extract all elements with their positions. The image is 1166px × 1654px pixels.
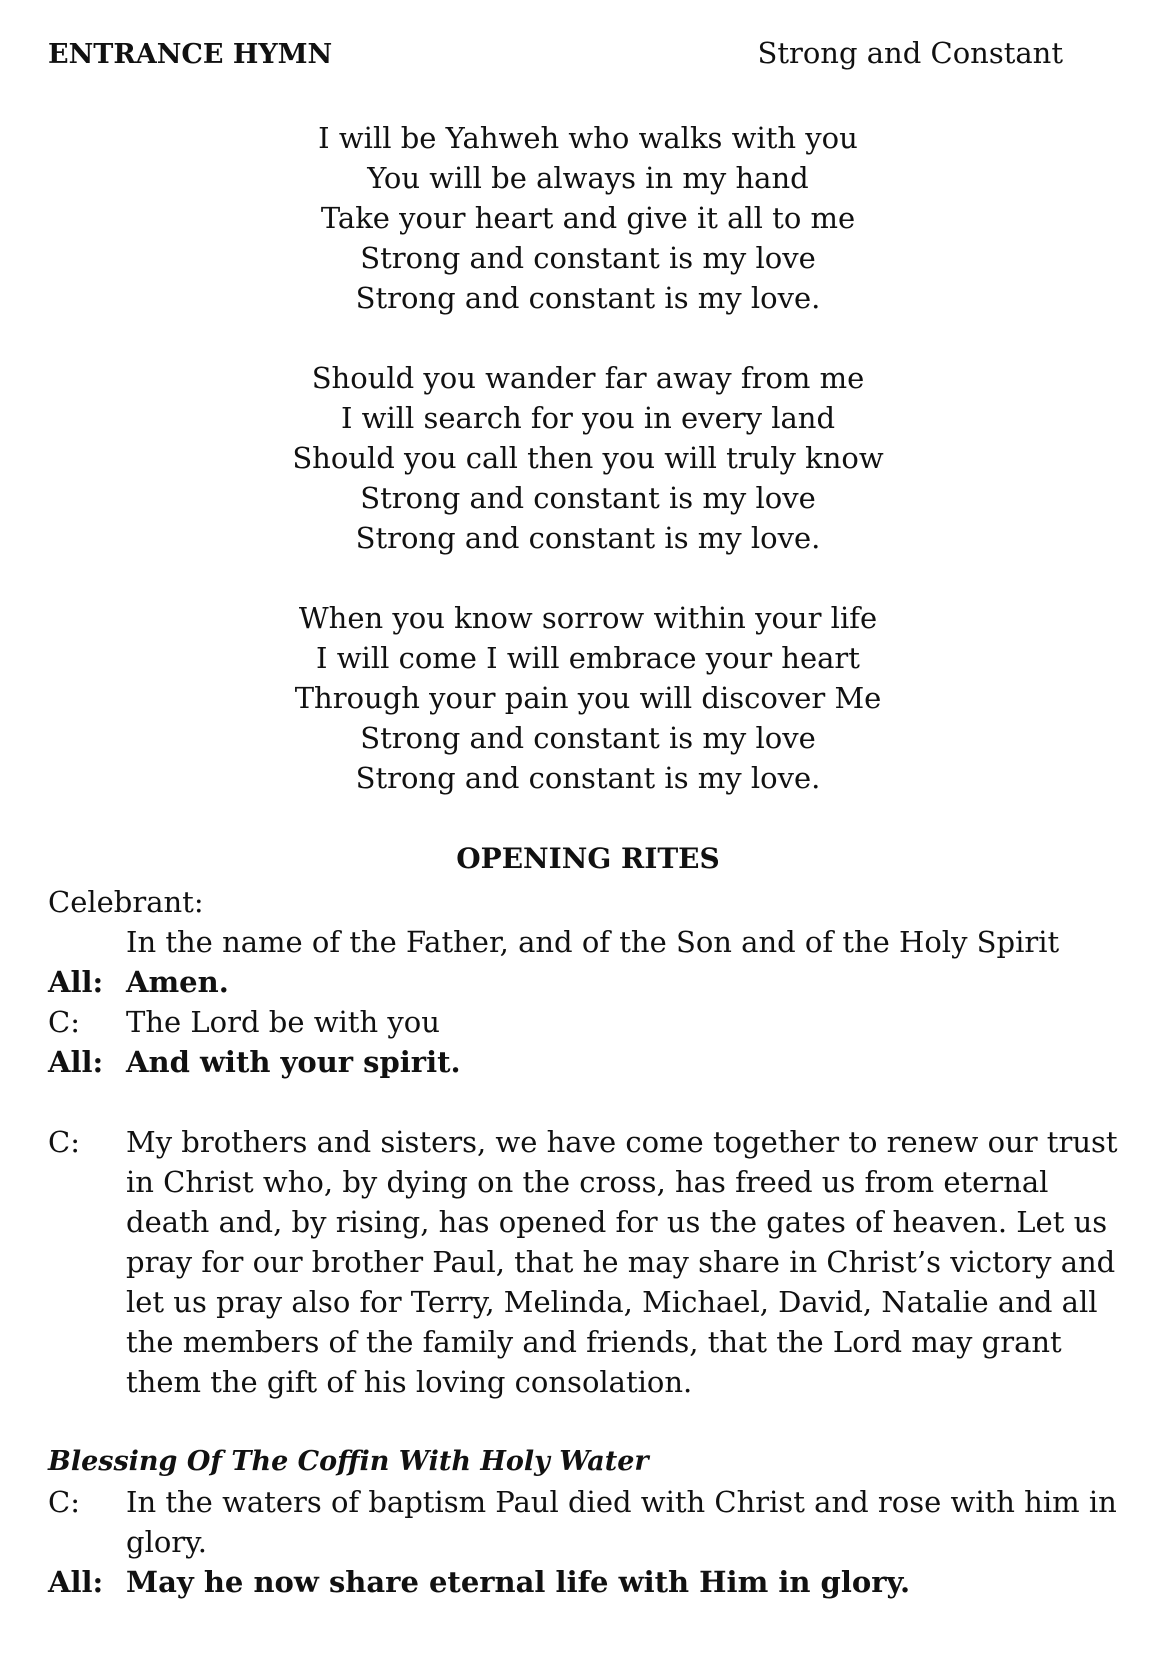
blessing-celebrant-text: In the waters of baptism Paul died with Christ and rose with him in glory. (126, 1485, 1117, 1559)
hymn-line: When you know sorrow within your life (298, 601, 878, 635)
hymn-line: I will come I will embrace your heart (316, 641, 860, 675)
blessing-response-text: May he now share eternal life with Him in glory. (126, 1565, 911, 1599)
hymn-line: Take your heart and give it all to me (320, 201, 856, 235)
response-text: And with your spirit. (126, 1045, 461, 1079)
hymn-line: Should you wander far away from me (311, 361, 865, 395)
hymn-line: Strong and constant is my love (360, 241, 816, 275)
hymn-line: I will search for you in every land (340, 401, 836, 435)
hymn-verse-1 (48, 118, 1128, 318)
response-text: The Lord be with you (126, 1005, 440, 1039)
hymn-line: I will be Yahweh who walks with you (318, 121, 858, 155)
response-row (48, 1002, 1138, 1042)
spacer (48, 1402, 1138, 1442)
opening-rites-body (48, 882, 1138, 1602)
address-speaker: C: (48, 1125, 80, 1159)
hymn-line: Strong and constant is my love (360, 481, 816, 515)
hymn-line: Strong and constant is my love. (355, 281, 821, 315)
response-speaker: All: (48, 965, 104, 999)
response-text: Amen. (126, 965, 229, 999)
hymn-title: Strong and Constant (757, 36, 1063, 70)
hymn-line: Strong and constant is my love. (355, 761, 821, 795)
celebrant-label: Celebrant: (48, 885, 204, 919)
blessing-response-speaker: All: (48, 1565, 104, 1599)
blessing-heading: Blessing Of The Coffin With Holy Water (48, 1446, 649, 1477)
response-speaker: C: (48, 1005, 80, 1039)
celebrant-address-row (48, 1122, 1138, 1402)
celebrant-invocation: In the name of the Father, and of the Son and of the Holy Spirit (126, 925, 1060, 959)
blessing-response-row (48, 1562, 1138, 1602)
blessing-celebrant-speaker: C: (48, 1485, 80, 1519)
response-speaker: All: (48, 1045, 104, 1079)
hymn-line: Through your pain you will discover Me (294, 681, 882, 715)
hymn-verse-3 (48, 598, 1128, 798)
hymn-verse-2 (48, 358, 1128, 558)
hymn-line: Should you call then you will truly know (292, 441, 884, 475)
section-label: ENTRANCE HYMN (48, 39, 333, 70)
blessing-celebrant-row (48, 1482, 1138, 1562)
hymn-header (48, 36, 1063, 70)
hymn-line: Strong and constant is my love. (355, 521, 821, 555)
hymn-lyrics (48, 118, 1128, 838)
hymn-line: You will be always in my hand (367, 161, 809, 195)
response-row (48, 962, 1138, 1002)
opening-rites-title: OPENING RITES (456, 842, 720, 875)
hymn-line: Strong and constant is my love (360, 721, 816, 755)
response-row (48, 1042, 1138, 1082)
spacer (48, 1082, 1138, 1122)
address-text: My brothers and sisters, we have come together to renew our trust in Christ who, by dying on the cross, has freed us from eternal death and, by rising, has opened for us the gates of heaven. Let us pray for our brother Paul, that he may share in Christ’s victory and let us pray also for Terry, Melinda, Michael, David, Natalie and all the members of the family and friends, that the Lord may grant them the gift of his loving consolation. (126, 1125, 1118, 1399)
